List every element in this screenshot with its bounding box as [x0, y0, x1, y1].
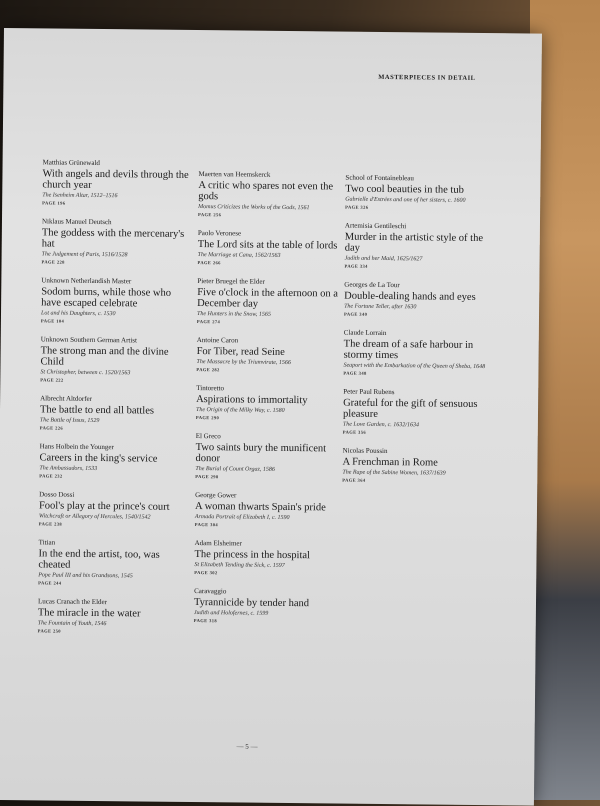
page-reference: PAGE 282: [196, 367, 220, 373]
contents-column-3: [342, 174, 495, 497]
contents-column-1: [38, 158, 193, 647]
contents-entry: [198, 229, 348, 267]
page-reference: PAGE 196: [42, 200, 66, 206]
page-reference: PAGE 356: [342, 429, 367, 435]
entry-title: Five o'clock in the afternoon on a December day: [197, 287, 338, 310]
entry-title: A woman thwarts Spain's pride: [194, 501, 326, 514]
page-reference: PAGE 290: [195, 415, 220, 421]
work-caption: The Fountain of Youth, 1546: [37, 620, 107, 628]
work-caption: The Marriage at Cana, 1562/1563: [197, 252, 281, 259]
contents-entry: [195, 432, 345, 481]
contents-entry: [194, 539, 344, 577]
entry-title: With angels and devils through the church year: [42, 168, 189, 191]
artist-name: Unknown Netherlandish Master: [41, 276, 132, 286]
book-page: [0, 28, 542, 806]
contents-entry: [343, 388, 493, 437]
work-caption: Momus Criticizes the Works of the Gods, 1561: [198, 204, 310, 212]
artist-name: School of Fontainebleau: [345, 173, 414, 183]
artist-name: Artemisia Gentileschi: [344, 221, 407, 231]
entry-title: The dream of a safe harbour in stormy times: [343, 338, 474, 362]
contents-entry: [345, 174, 495, 212]
entry-title: Tyrannicide by tender hand: [193, 597, 310, 610]
page-reference: PAGE 364: [342, 477, 366, 483]
contents-entry: [344, 222, 494, 271]
work-caption: St Elizabeth Tending the Sick, c. 1597: [194, 562, 285, 569]
entry-title: Murder in the artistic style of the day: [344, 231, 484, 254]
work-caption: The Rape of the Sabine Women, 1637/1639: [342, 469, 446, 477]
entry-title: A critic who spares not even the gods: [198, 180, 334, 203]
contents-entry: [343, 329, 493, 378]
work-caption: Seaport with the Embarkation of the Queen of Sheba, 1648: [343, 362, 486, 371]
page-reference: PAGE 238: [38, 521, 63, 527]
work-caption: The Burial of Count Orgaz, 1586: [195, 466, 275, 473]
contents-entry: [41, 276, 191, 325]
entry-title: Aspirations to immortality: [196, 394, 308, 407]
contents-column-2: [194, 170, 349, 637]
artist-name: Adam Elsheimer: [194, 539, 242, 548]
work-caption: The Massacre by the Triumvirate, 1566: [196, 359, 291, 367]
artist-name: Unknown Southern German Artist: [40, 335, 138, 345]
contents-entry: [197, 277, 347, 326]
artist-name: Lucas Cranach the Elder: [37, 597, 108, 607]
contents-entry: [194, 587, 344, 625]
artist-name: Georges de La Tour: [344, 280, 400, 290]
work-caption: Witchcraft or Allegory of Hercules, 1540/1542: [38, 513, 151, 521]
work-caption: The Ambassadors, 1533: [39, 465, 98, 472]
page-reference: PAGE 226: [39, 425, 64, 431]
entry-title: A Frenchman in Rome: [342, 456, 438, 469]
page-reference: PAGE 274: [196, 319, 221, 325]
work-caption: Judith and her Maid, 1625/1627: [344, 255, 423, 263]
contents-entry: [40, 335, 190, 384]
artist-name: Matthias Grünewald: [42, 158, 100, 168]
entry-title: Two cool beauties in the tub: [345, 183, 464, 196]
page-reference: PAGE 104: [40, 318, 65, 324]
entry-title: For Tiber, read Seine: [196, 346, 285, 358]
contents-entry: [40, 394, 190, 432]
entry-title: The Lord sits at the table of lords: [197, 239, 338, 252]
work-caption: Lot and his Daughters, c. 1530: [40, 310, 116, 318]
contents-entry: [42, 217, 192, 266]
entry-title: In the end the artist, too, was cheated: [38, 548, 160, 571]
artist-name: Nicolas Poussin: [342, 446, 388, 456]
work-caption: The Love Garden, c. 1632/1634: [342, 421, 420, 429]
entry-title: The goddess with the mercenary's hat: [41, 227, 185, 250]
work-caption: The Hunters in the Snow, 1565: [196, 311, 271, 318]
entry-title: Two saints bury the munificent donor: [195, 442, 327, 465]
artist-name: Hans Holbein the Younger: [39, 442, 114, 452]
contents-entry: [38, 597, 188, 635]
contents-entry: [198, 170, 348, 219]
entry-title: The princess in the hospital: [194, 549, 311, 562]
artist-name: Dosso Dossi: [39, 490, 75, 499]
contents-entry: [39, 442, 189, 480]
contents-entry: [344, 281, 494, 319]
artist-name: El Greco: [195, 432, 221, 441]
page-reference: PAGE 244: [38, 580, 62, 586]
contents-entry: [196, 336, 346, 374]
artist-name: Claude Lorrain: [343, 328, 387, 338]
page-reference: PAGE 302: [194, 570, 218, 576]
artist-name: Albrecht Altdorfer: [40, 394, 93, 403]
artist-name: Titian: [38, 538, 56, 547]
entry-title: Fool's play at the prince's court: [38, 500, 170, 513]
artist-name: Niklaus Manuel Deutsch: [41, 217, 112, 227]
page-reference: PAGE 222: [40, 377, 64, 383]
contents-entry: [39, 490, 189, 528]
work-caption: The Battle of Issus, 1529: [39, 417, 100, 425]
page-number: — 5 —: [236, 742, 258, 751]
page-reference: PAGE 256: [198, 212, 222, 218]
work-caption: Judith and Holofernes, c. 1599: [193, 610, 269, 617]
entry-title: Grateful for the gift of sensuous pleasure: [342, 397, 478, 420]
artist-name: Caravaggio: [194, 587, 227, 596]
work-caption: The Judgement of Paris, 1516/1528: [41, 251, 128, 259]
artist-name: George Gower: [195, 491, 237, 500]
artist-name: Antoine Caron: [196, 336, 239, 345]
contents-entry: [195, 491, 345, 529]
artist-name: Tintoretto: [196, 384, 225, 393]
work-caption: Gabrielle d'Estrées and one of her sisters, c. 1600: [345, 196, 466, 204]
work-caption: The Origin of the Milky Way, c. 1580: [195, 407, 285, 414]
entry-title: The battle to end all battles: [39, 404, 155, 417]
work-caption: The Isenheim Altar, 1512–1516: [42, 192, 118, 200]
work-caption: Armada Portrait of Elizabeth I, c. 1590: [194, 514, 290, 522]
entry-title: The strong man and the divine Child: [40, 345, 169, 368]
entry-title: The miracle in the water: [37, 607, 141, 620]
page-reference: PAGE 298: [195, 474, 219, 480]
page-reference: PAGE 304: [194, 522, 219, 528]
artist-name: Maerten van Heemskerck: [198, 170, 271, 179]
contents-entry: [42, 158, 192, 207]
artist-name: Peter Paul Rubens: [343, 387, 395, 397]
contents-entry: [38, 538, 188, 587]
page-reference: PAGE 232: [39, 473, 63, 479]
running-header: MASTERPIECES IN DETAIL: [378, 73, 476, 82]
entry-title: Sodom burns, while those who have escaped celebrate: [41, 286, 172, 310]
page-reference: PAGE 250: [37, 628, 61, 634]
page-reference: PAGE 334: [344, 263, 368, 269]
work-caption: St Christopher, between c. 1520/1563: [40, 369, 131, 377]
page-reference: PAGE 326: [345, 204, 369, 210]
entry-title: Careers in the king's service: [39, 452, 158, 465]
page-reference: PAGE 318: [193, 618, 218, 624]
page-reference: PAGE 228: [41, 259, 65, 265]
page-reference: PAGE 348: [343, 370, 367, 376]
page-reference: PAGE 266: [197, 260, 221, 266]
artist-name: Paolo Veronese: [197, 229, 242, 238]
contents-entry: [196, 384, 346, 422]
contents-entry: [342, 447, 492, 485]
work-caption: Pope Paul III and his Grandsons, 1545: [38, 572, 133, 580]
page-reference: PAGE 340: [343, 311, 368, 317]
work-caption: The Fortune Teller, after 1630: [344, 303, 417, 311]
artist-name: Pieter Bruegel the Elder: [197, 277, 265, 286]
entry-title: Double-dealing hands and eyes: [344, 290, 476, 303]
